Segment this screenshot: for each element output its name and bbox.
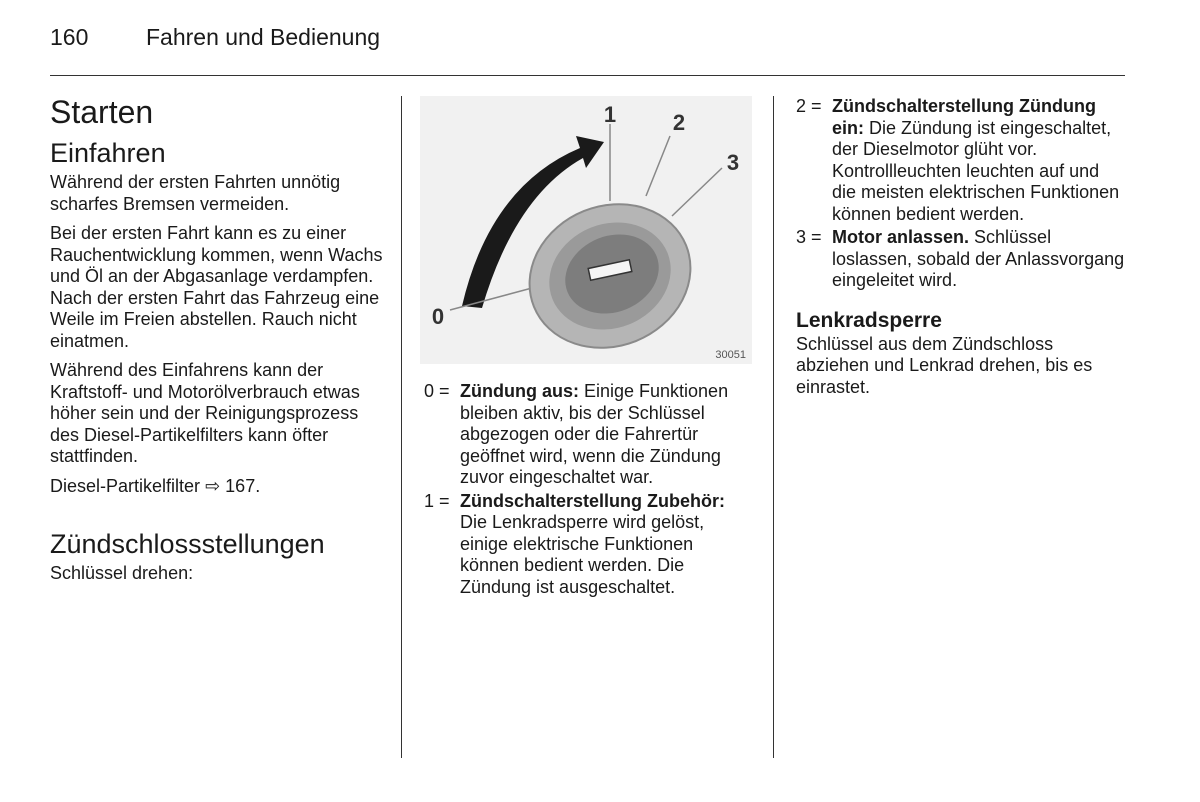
right-column [796,96,1126,406]
middle-column [424,381,754,600]
einfahren-heading: Einfahren [50,138,166,168]
ignition-illustration [420,96,752,364]
cross-reference [50,476,385,498]
item-text: Schlüssel loslassen, sobald der Anlassvorgang eingeleitet wird. [832,227,1125,290]
header-rule [50,75,1125,76]
figure-code: 30051 [715,349,746,361]
item-text: Die Zündung ist eingeschaltet, der Dieselmotor glüht vor. Kontrollleuchten leuchten auf und die meisten elektrischen Funktionen können bedient werden. [832,117,1120,224]
figure-label-2: 2 [672,110,686,135]
paragraph: Schlüssel aus dem Zündschloss abziehen und Lenkrad drehen, bis es einrastet. [796,333,1093,397]
item-number: 2 = [796,96,822,116]
item-number: 3 = [796,227,822,247]
left-column [50,92,385,593]
page-number: 160 [50,24,89,50]
list-item [424,381,754,489]
column-divider-left [401,96,402,758]
item-term: Zündschalterstellung Zündung ein: [832,96,1096,138]
paragraph: Bei der ersten Fahrt kann es zu einer Rauchentwicklung kommen, wenn Wachs und Öl an der Abgasanlage verdampfen. Nach der ersten Fahrt das Fahrzeug eine Weile im Freien abstellen. Rauch nicht einatmen. [50,223,383,351]
chapter-title: Fahren und Bedienung [146,24,381,50]
paragraph: Während der ersten Fahrten unnötig scharfes Bremsen vermeiden. [50,172,341,214]
list-item [796,227,1126,292]
reference-arrow-icon: ⇨ [205,475,221,496]
item-text: Einige Funktionen bleiben aktiv, bis der Schlüssel abgezogen oder die Fahrertür geöffnet wird, wenn die Zündung zuvor eingeschaltet war. [460,381,729,487]
zuendschloss-heading: Zündschlossstellungen [50,529,325,559]
item-term: Motor anlassen. [832,227,970,247]
list-item [424,491,754,599]
ignition-figure [420,96,752,364]
item-text: Die Lenkradsperre wird gelöst, einige elektrische Funktionen können bedient werden. Die Zündung ist ausgeschaltet. [460,512,705,597]
figure-label-0: 0 [431,304,445,329]
lenkradsperre-heading: Lenkradsperre [796,308,942,332]
reference-label: Diesel-Partikelfilter [50,475,201,496]
item-term: Zündschalterstellung Zubehör: [460,490,726,511]
figure-label-1: 1 [603,102,617,127]
page-header [50,24,380,51]
item-number: 1 = [424,490,450,511]
item-term: Zündung aus: [460,381,579,401]
section-title: Starten [50,94,154,130]
list-item [796,96,1126,225]
column-divider-right [773,96,774,758]
reference-page: 167. [225,475,261,496]
item-number: 0 = [424,381,450,401]
paragraph: Während des Einfahrens kann der Kraftstoff- und Motorölverbrauch etwas höher sein und der Reinigungsprozess des Diesel-Partikelfilters kann öfter stattfinden. [50,360,360,466]
figure-label-3: 3 [726,150,740,175]
paragraph: Schlüssel drehen: [50,563,194,583]
